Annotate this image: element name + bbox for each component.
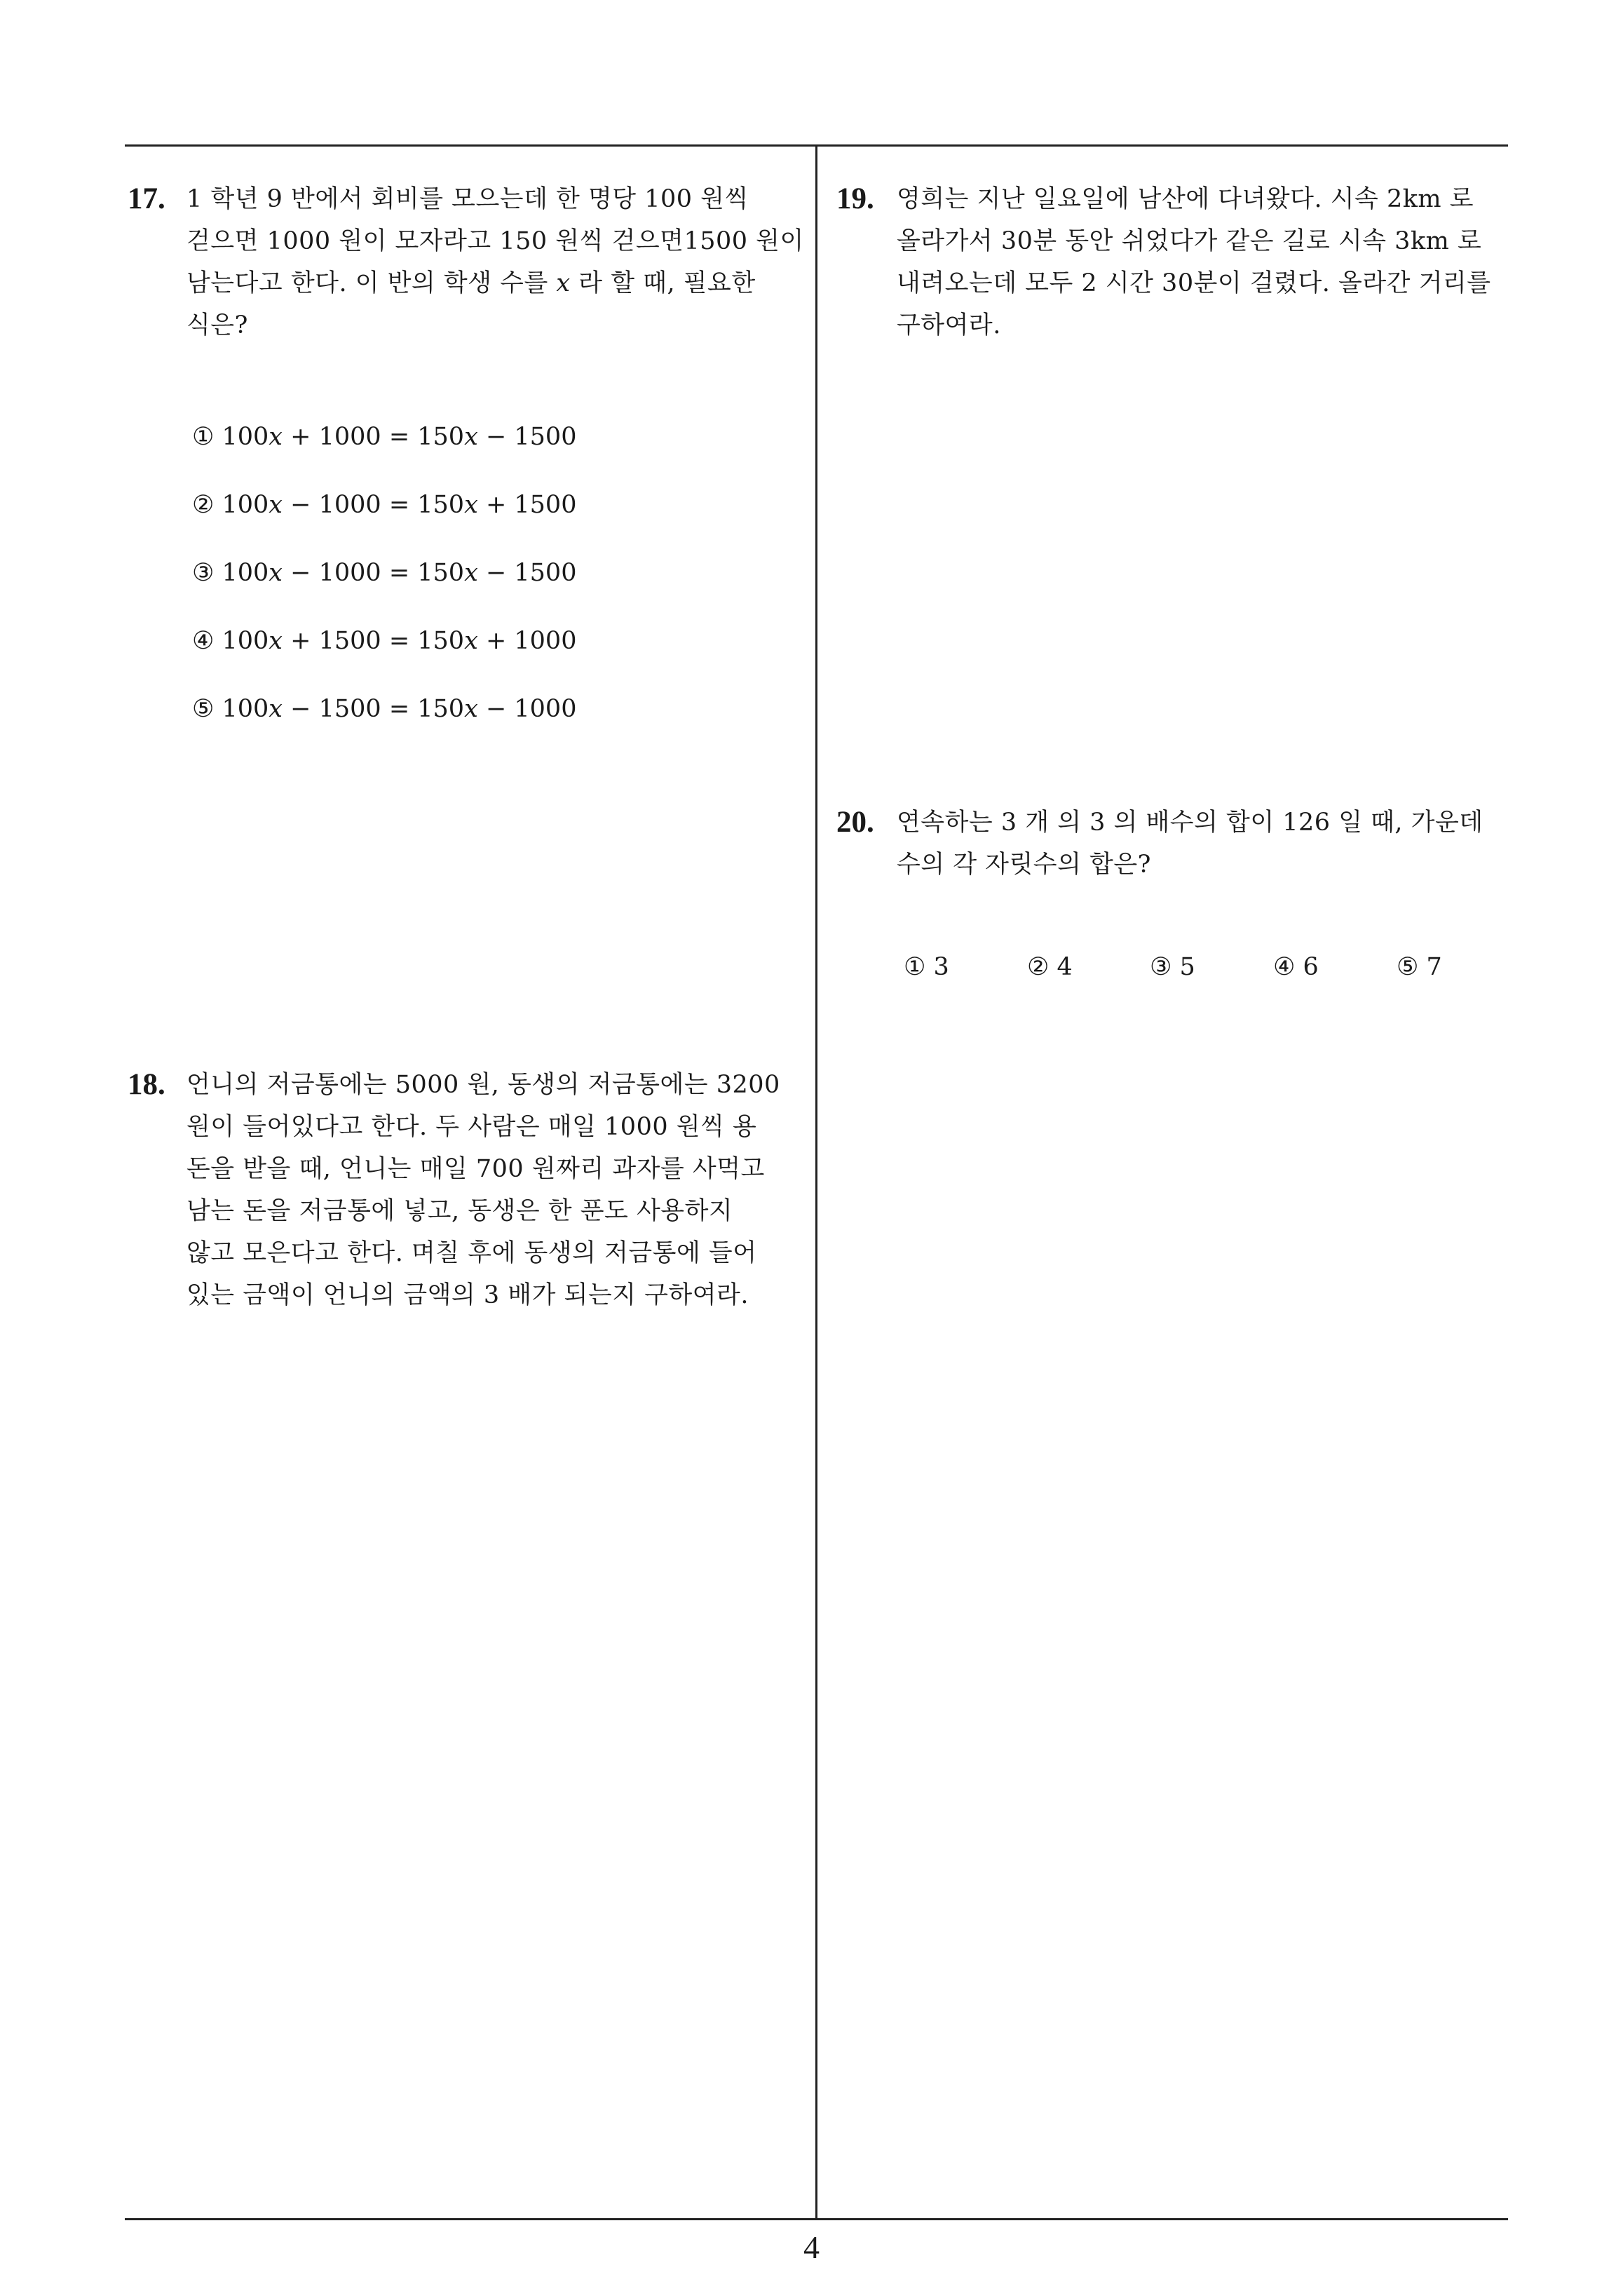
question-text-line: 돈을 받을 때, 언니는 매일 700 원짜리 과자를 사먹고 <box>186 1155 765 1183</box>
question-17 <box>128 178 804 739</box>
question-number: 19. <box>836 182 874 215</box>
answer-choice: ⑤ 7 <box>1397 953 1442 981</box>
question-text-line: 식은? <box>186 311 248 339</box>
answer-choice: ③ 100𝑥 − 1000 = 150𝑥 − 1500 <box>192 559 577 587</box>
question-18 <box>128 1064 801 1330</box>
question-text-line: 수의 각 자릿수의 합은? <box>897 851 1151 879</box>
answer-choice: ④ 6 <box>1273 953 1319 981</box>
question-text-line: 구하여라. <box>897 311 1001 339</box>
answer-choice: ③ 5 <box>1150 953 1195 981</box>
question-text-line: 내려오는데 모두 2 시간 30분이 걸렸다. 올라간 거리를 <box>897 269 1491 297</box>
answer-choice: ④ 100𝑥 + 1500 = 150𝑥 + 1000 <box>192 627 577 655</box>
question-number: 17. <box>128 182 165 215</box>
answer-choice: ⑤ 100𝑥 − 1500 = 150𝑥 − 1000 <box>192 695 577 723</box>
question-number: 20. <box>836 806 874 839</box>
bottom-rule <box>125 2218 1508 2220</box>
question-19 <box>836 178 1509 360</box>
question-text-line: 남는 돈을 저금통에 넣고, 동생은 한 푼도 사용하지 <box>186 1197 733 1225</box>
answer-choice: ① 3 <box>904 953 949 981</box>
question-20 <box>836 802 1509 998</box>
question-text-line: 있는 금액이 언니의 금액의 3 배가 되는지 구하여라. <box>186 1281 749 1309</box>
answer-choice: ① 100𝑥 + 1000 = 150𝑥 − 1500 <box>192 423 577 451</box>
question-text-line: 원이 들어있다고 한다. 두 사람은 매일 1000 원씩 용 <box>186 1113 757 1141</box>
question-text-line: 영희는 지난 일요일에 남산에 다녀왔다. 시속 2km 로 <box>897 185 1474 213</box>
question-text-line: 않고 모은다고 한다. 며칠 후에 동생의 저금통에 들어 <box>186 1239 757 1267</box>
question-number: 18. <box>128 1068 165 1101</box>
column-divider <box>815 144 817 2219</box>
question-text-line: 걷으면 1000 원이 모자라고 150 원씩 걷으면1500 원이 <box>186 227 804 255</box>
page-number: 4 <box>803 2229 820 2265</box>
question-text-line: 연속하는 3 개 의 3 의 배수의 합이 126 일 때, 가운데 <box>897 809 1483 837</box>
question-text-line: 올라가서 30분 동안 쉬었다가 같은 길로 시속 3km 로 <box>897 227 1482 255</box>
question-text-line: 언니의 저금통에는 5000 원, 동생의 저금통에는 3200 <box>186 1071 780 1099</box>
question-text-line: 남는다고 한다. 이 반의 학생 수를 𝑥 라 할 때, 필요한 <box>186 269 756 297</box>
question-text-line: 1 학년 9 반에서 회비를 모으는데 한 명당 100 원씩 <box>186 185 749 213</box>
answer-choice: ② 4 <box>1027 953 1073 981</box>
answer-choice: ② 100𝑥 − 1000 = 150𝑥 + 1500 <box>192 491 577 519</box>
